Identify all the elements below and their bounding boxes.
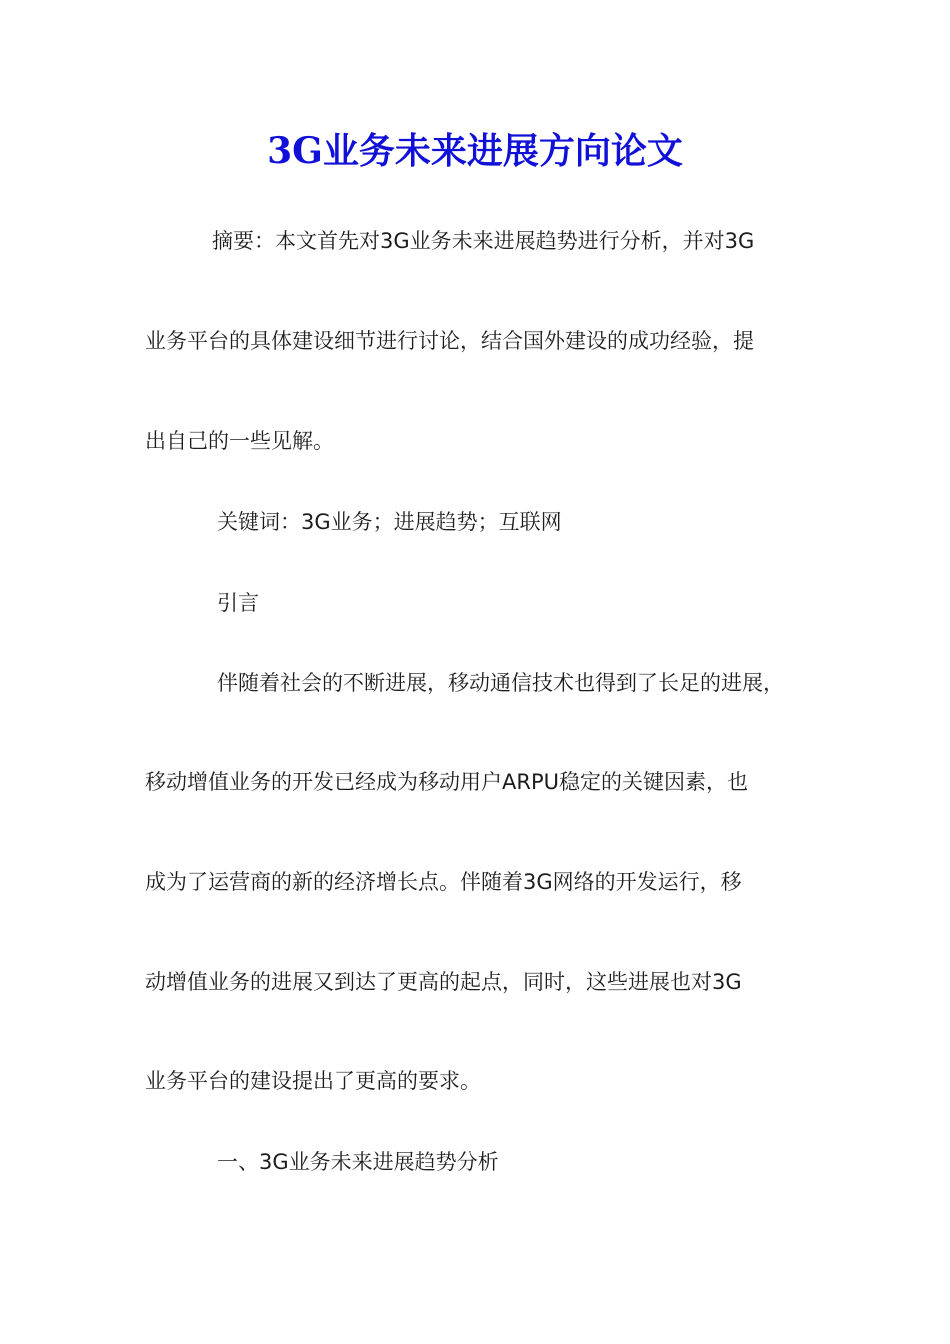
paragraph-line-5: 业务平台的建设提出了更高的要求。 bbox=[145, 1069, 481, 1093]
abstract-line-2: 业务平台的具体建设细节进行讨论，结合国外建设的成功经验，提 bbox=[145, 329, 754, 353]
keywords-line: 关键词：3G业务；进展趋势；互联网 bbox=[217, 510, 562, 534]
paragraph-line-2: 移动增值业务的开发已经成为移动用户ARPU稳定的关键因素，也 bbox=[145, 770, 748, 794]
section-heading-1: 一、3G业务未来进展趋势分析 bbox=[217, 1150, 499, 1174]
intro-heading: 引言 bbox=[217, 591, 259, 615]
paragraph-line-1: 伴随着社会的不断进展，移动通信技术也得到了长足的进展， bbox=[217, 671, 784, 695]
abstract-line-1: 摘要：本文首先对3G业务未来进展趋势进行分析，并对3G bbox=[212, 229, 755, 253]
paragraph-line-4: 动增值业务的进展又到达了更高的起点，同时，这些进展也对3G bbox=[145, 970, 742, 994]
document-title: 3G业务未来进展方向论文 bbox=[267, 130, 683, 172]
paragraph-line-3: 成为了运营商的新的经济增长点。伴随着3G网络的开发运行，移 bbox=[145, 870, 742, 894]
abstract-line-3: 出自己的一些见解。 bbox=[145, 429, 334, 453]
